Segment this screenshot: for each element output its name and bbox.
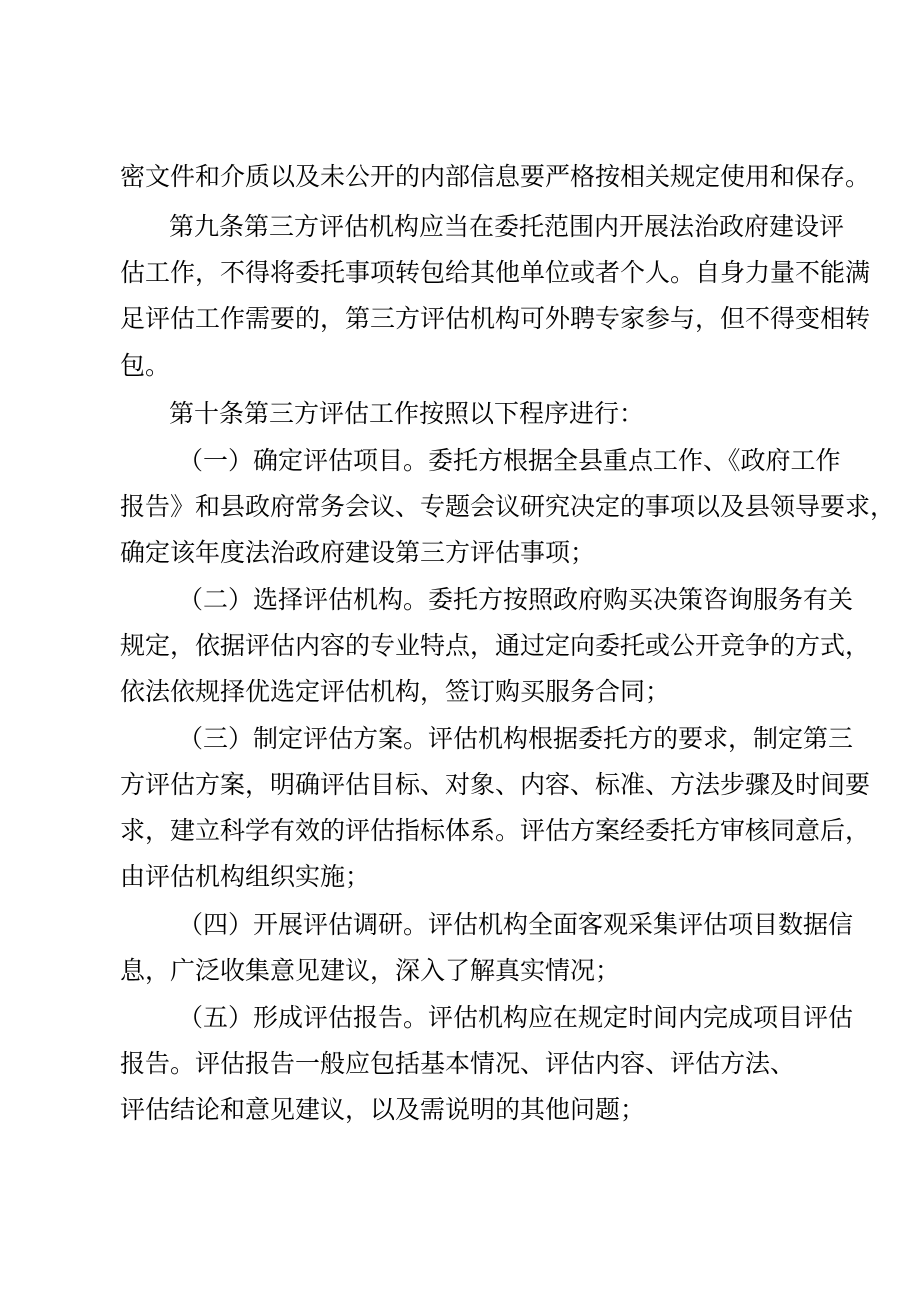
text-line-1: 密文件和介质以及未公开的内部信息要严格按相关规定使用和保存。 [120, 162, 871, 191]
text-line-10: （二）选择评估机构。委托方按照政府购买决策咨询服务有关 [178, 585, 854, 614]
text-line-8: 报告》和县政府常务会议、专题会议研究决定的事项以及县领导要求， [120, 492, 896, 521]
text-line-5: 包。 [120, 351, 171, 380]
text-line-15: 求，建立科学有效的评估指标体系。评估方案经委托方审核同意后， [120, 816, 871, 845]
text-line-14: 方评估方案，明确评估目标、对象、内容、标准、方法步骤及时间要 [120, 770, 871, 799]
text-line-9: 确定该年度法治政府建设第三方评估事项； [120, 538, 596, 567]
text-line-3: 估工作，不得将委托事项转包给其他单位或者个人。自身力量不能满 [120, 258, 871, 287]
text-line-21: 评估结论和意见建议，以及需说明的其他问题； [120, 1095, 646, 1124]
text-line-2: 第九条第三方评估机构应当在委托范围内开展法治政府建设评 [169, 212, 845, 241]
text-line-18: 息，广泛收集意见建议，深入了解真实情况； [120, 956, 621, 985]
text-line-7: （一）确定评估项目。委托方根据全县重点工作、《政府工作 [178, 446, 841, 475]
text-line-13: （三）制定评估方案。评估机构根据委托方的要求，制定第三 [178, 724, 854, 753]
text-line-4: 足评估工作需要的，第三方评估机构可外聘专家参与，但不得变相转 [120, 304, 871, 333]
text-line-19: （五）形成评估报告。评估机构应在规定时间内完成项目评估 [178, 1003, 854, 1032]
text-line-20: 报告。评估报告一般应包括基本情况、评估内容、评估方法、 [120, 1049, 796, 1078]
text-line-16: 由评估机构组织实施； [120, 862, 371, 891]
text-line-17: （四）开展评估调研。评估机构全面客观采集评估项目数据信 [178, 910, 854, 939]
text-line-12: 依法依规择优选定评估机构，签订购买服务合同； [120, 677, 671, 706]
text-line-6: 第十条第三方评估工作按照以下程序进行： [169, 399, 645, 428]
text-line-11: 规定，依据评估内容的专业特点，通过定向委托或公开竞争的方式， [120, 631, 871, 660]
